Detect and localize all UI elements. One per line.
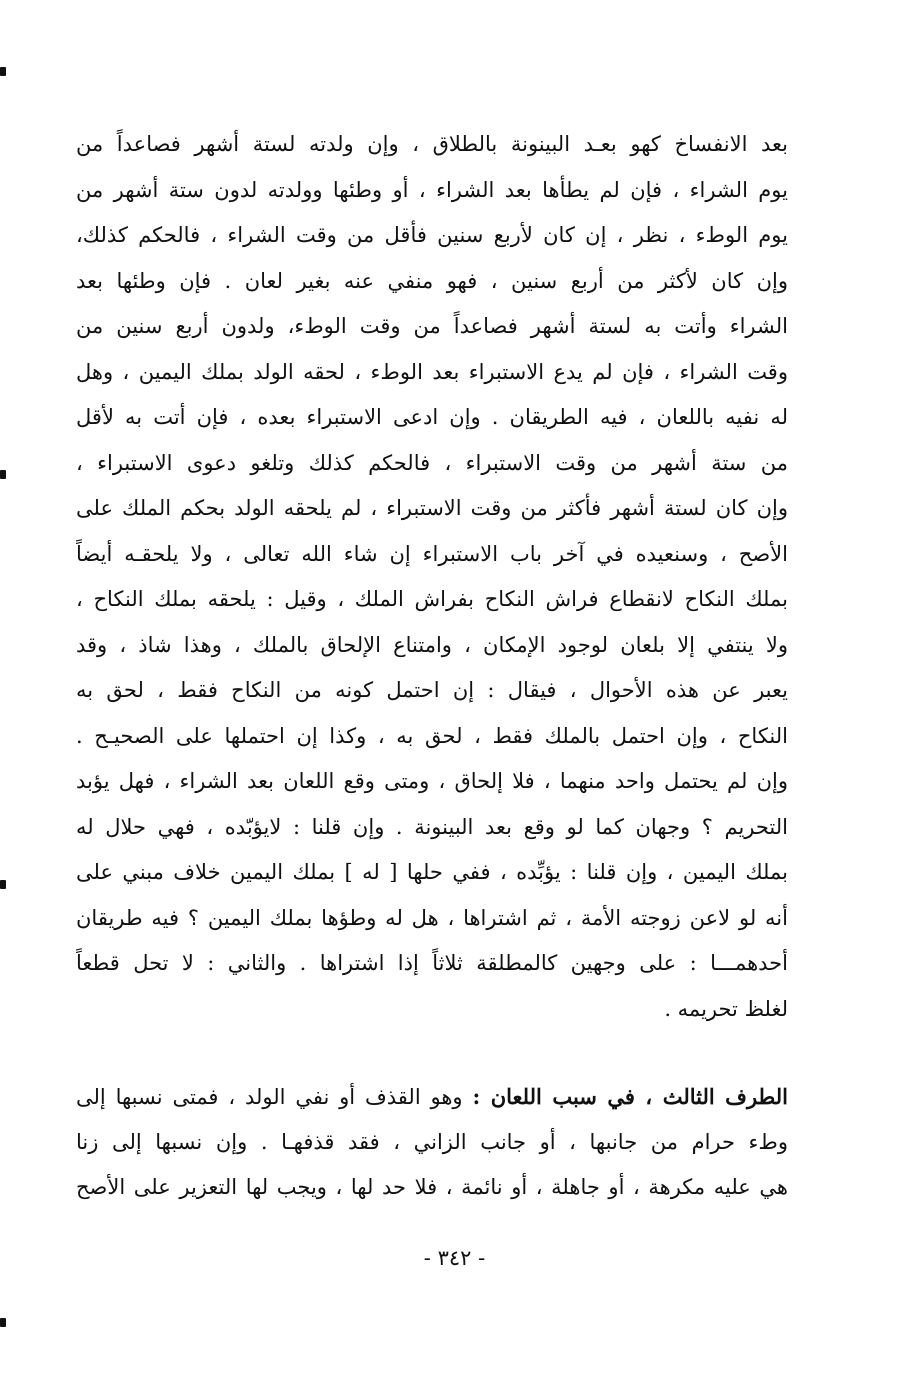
scan-edge-mark bbox=[0, 470, 6, 479]
text-line-rest: وهو القذف أو نفي الولد ، فمتى نسبها إلى bbox=[76, 1085, 463, 1109]
text-line: أنه لو لاعن زوجته الأمة ، ثم اشتراها ، هل له وطؤها بملك اليمين ؟ فيه طريقان bbox=[76, 905, 788, 930]
text-line: أحدهمـــا : على وجهين كالمطلقة ثلاثاً إذا اشتراها . والثاني : لا تحل قطعاً bbox=[76, 951, 788, 975]
text-line: ولا ينتفي إلا بلعان لوجود الإمكان ، وامتناع الإلحاق بالملك ، وهذا شاذ ، وقد bbox=[76, 632, 788, 657]
text-line: يعبر عن هذه الأحوال ، فيقال : إن احتمل كونه من النكاح فقط ، لحق به bbox=[76, 678, 788, 702]
text-line: له نفيه باللعان ، فيه الطريقان . وإن ادعى الاستبراء بعده ، فإن أتت به لأقل bbox=[76, 405, 788, 429]
text-line bbox=[76, 1074, 788, 1120]
text-line: وقت الشراء ، فإن لم يدع الاستبراء بعد الوطء ، لحقه الولد بملك اليمين ، وهل bbox=[76, 359, 788, 384]
text-line: لغلظ تحريمه . bbox=[664, 996, 788, 1021]
section-paragraph bbox=[76, 1074, 788, 1211]
page-number: - ٣٤٢ - bbox=[423, 1246, 486, 1270]
text-line: هي عليه مكرهة ، أو جاهلة ، أو نائمة ، فلا حد لها ، ويجب لها التعزير على الأصح bbox=[76, 1175, 788, 1199]
text-line: يوم الشراء ، فإن لم يطأها بعد الشراء ، أو وطئها وولدته لدون ستة أشهر من bbox=[76, 177, 788, 202]
text-line: بملك النكاح لانقطاع فراش النكاح بفراش الملك ، وقيل : يلحقه بملك النكاح ، bbox=[76, 587, 788, 611]
text-line: التحريم ؟ وجهان كما لو وقع بعد البينونة . وإن قلنا : لايؤبّده ، فهي حلال له bbox=[76, 814, 788, 839]
text-line: الشراء وأتت به لستة أشهر فصاعداً من وقت الوطء، ولدون أربع سنين من bbox=[76, 314, 788, 338]
text-line: الأصح ، وسنعيده في آخر باب الاستبراء إن شاء الله تعالى ، ولا يلحقـه أيضاً bbox=[76, 541, 788, 566]
scan-edge-mark bbox=[0, 1318, 6, 1327]
text-line: وإن كان لستة أشهر فأكثر من وقت الاستبراء ، لم يلحقه الولد بحكم الملك على bbox=[76, 496, 788, 520]
text-line: وإن لم يحتمل واحد منهما ، فلا إلحاق ، ومتى وقع اللعان بعد الشراء ، فهل يؤبد bbox=[76, 769, 788, 793]
text-line: وإن كان لأكثر من أربع سنين ، فهو منفي عنه بغير لعان . فإن وطئها بعد bbox=[76, 268, 788, 293]
scan-edge-mark bbox=[0, 67, 6, 76]
section-heading: الطرف الثالث ، في سبب اللعان : bbox=[472, 1084, 788, 1109]
main-paragraph bbox=[76, 122, 788, 1032]
text-line: من ستة أشهر من وقت الاستبراء ، فالحكم كذلك وتلغو دعوى الاستبراء ، bbox=[76, 450, 788, 475]
text-line: بعد الانفساخ كهو بعـد البينونة بالطلاق ، وإن ولدته لستة أشهر فصاعداً من bbox=[76, 132, 788, 156]
scan-edge-mark bbox=[0, 880, 6, 889]
text-line: يوم الوطء ، نظر ، إن كان لأربع سنين فأقل من وقت الشراء ، فالحكم كذلك، bbox=[76, 223, 788, 247]
text-line: وطء حرام من جانبها ، أو جانب الزاني ، فقد قذفهـا . وإن نسبها إلى زنا bbox=[76, 1129, 788, 1154]
text-line: النكاح ، وإن احتمل بالملك فقط ، لحق به ، وكذا إن احتملها على الصحيـح . bbox=[76, 723, 788, 748]
text-line: بملك اليمين ، وإن قلنا : يؤبِّده ، ففي حلها [ له ] بملك اليمين خلاف مبني على bbox=[76, 860, 788, 884]
